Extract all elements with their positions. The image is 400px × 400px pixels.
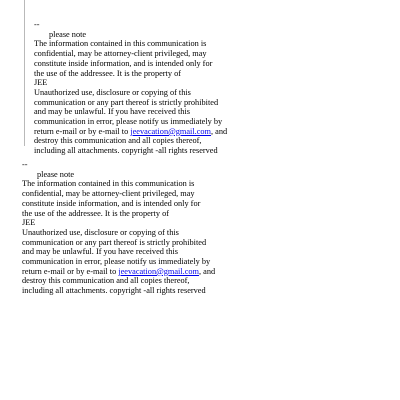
disclaimer-line: destroy this communication and all copies thereof,: [34, 136, 202, 146]
disclaimer-line: and may be unlawful. If you have received this: [34, 107, 190, 117]
disclaimer-email-line: [22, 267, 352, 277]
disclaimer-line: constitute inside information, and is intended only for: [34, 58, 213, 68]
email-prefix: return e-mail or by e-mail to: [34, 126, 131, 136]
signature-disclaimer: [22, 160, 352, 296]
email-link[interactable]: jeevacation@gmail.com: [130, 126, 211, 136]
disclaimer-line: constitute inside information, and is intended only for: [22, 198, 201, 208]
disclaimer-line: communication or any part thereof is strictly prohibited: [34, 97, 219, 107]
email-prefix: return e-mail or by e-mail to: [22, 266, 119, 276]
disclaimer-line: The information contained in this communication is: [34, 39, 207, 49]
email-link[interactable]: jeevacation@gmail.com: [118, 266, 199, 276]
disclaimer-heading: please note: [37, 169, 75, 179]
disclaimer-line: confidential, may be attorney-client privileged, may: [22, 189, 195, 199]
disclaimer-line: communication in error, please notify us immediately by: [22, 257, 211, 267]
signature-separator: --: [34, 20, 40, 29]
quoted-disclaimer: [34, 20, 364, 156]
disclaimer-line: the use of the addressee. It is the property of: [22, 208, 169, 218]
signature-separator: --: [22, 160, 28, 169]
disclaimer-line: confidential, may be attorney-client privileged, may: [34, 49, 207, 59]
disclaimer-line: communication in error, please notify us immediately by: [34, 117, 223, 127]
disclaimer-line: destroy this communication and all copies thereof,: [22, 276, 190, 286]
disclaimer-line: JEE: [22, 218, 36, 228]
disclaimer-line: the use of the addressee. It is the property of: [34, 68, 181, 78]
disclaimer-line: Unauthorized use, disclosure or copying of this: [34, 87, 191, 97]
disclaimer-line: communication or any part thereof is strictly prohibited: [22, 237, 207, 247]
email-suffix: , and: [198, 266, 216, 276]
disclaimer-heading: please note: [49, 29, 87, 39]
disclaimer-line: JEE: [34, 78, 48, 88]
disclaimer-email-line: [34, 127, 364, 137]
disclaimer-line: Unauthorized use, disclosure or copying of this: [22, 227, 179, 237]
disclaimer-line: and may be unlawful. If you have received this: [22, 247, 178, 257]
disclaimer-line: including all attachments. copyright -all rights reserved: [34, 146, 218, 156]
email-suffix: , and: [210, 126, 228, 136]
disclaimer-line: The information contained in this communication is: [22, 179, 195, 189]
disclaimer-line: including all attachments. copyright -all rights reserved: [22, 286, 206, 296]
